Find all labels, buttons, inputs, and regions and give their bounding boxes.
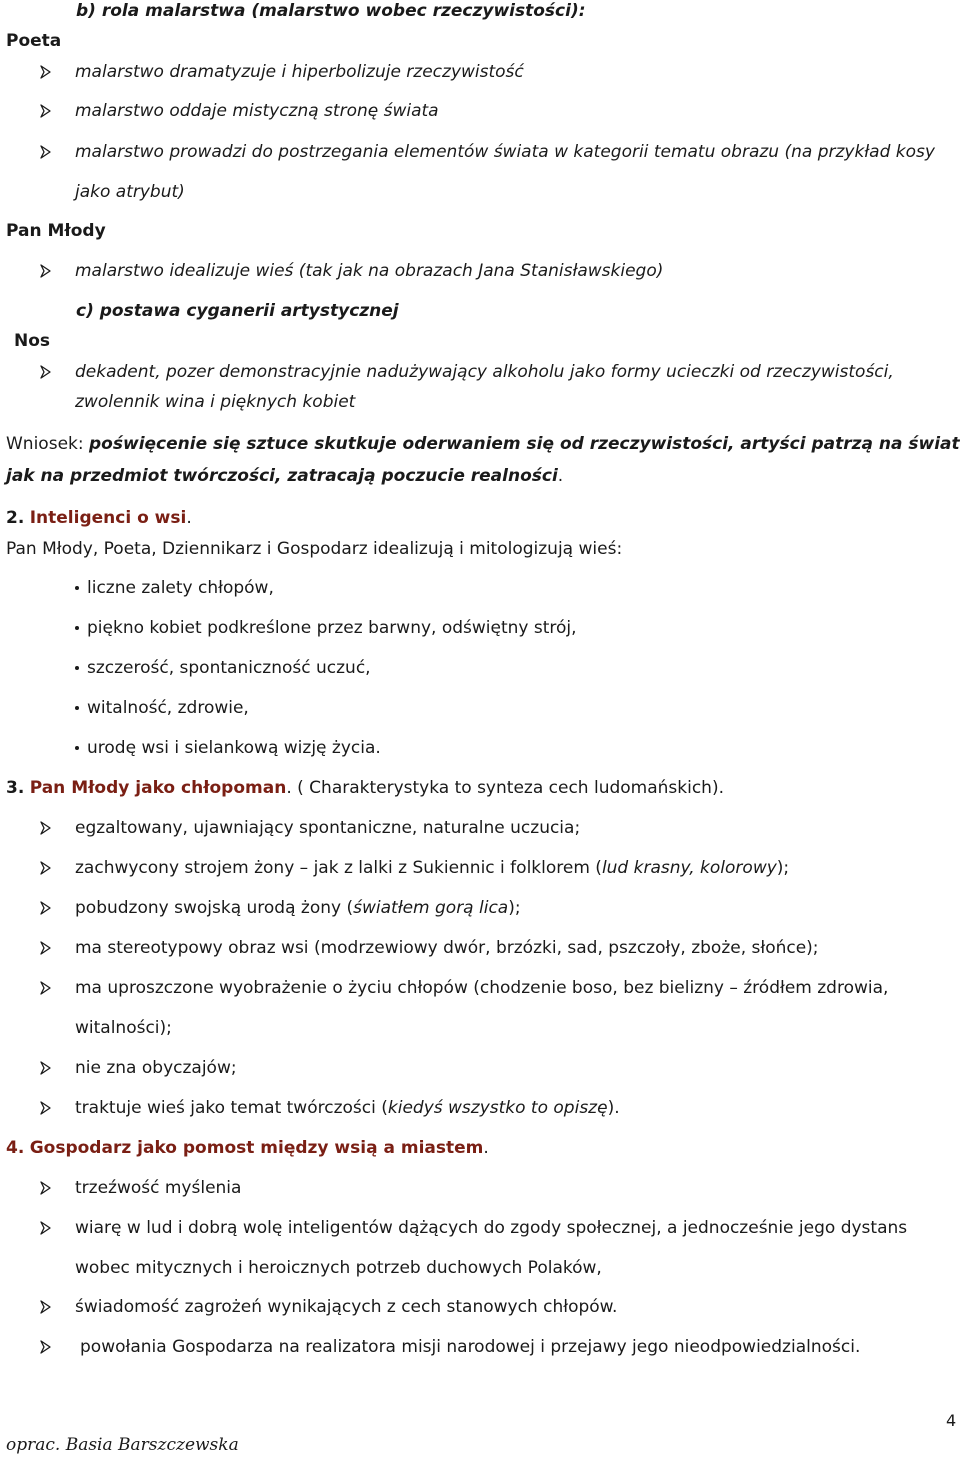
list-item: dekadent, pozer demonstracyjnie nadużywający alkoholu jako formy ucieczki od rzeczywistości,: [75, 362, 894, 382]
list-item: malarstwo dramatyzuje i hiperbolizuje rzeczywistość: [75, 62, 524, 82]
page-number: 4: [946, 1411, 957, 1430]
item-text: );: [508, 898, 521, 918]
list-item-continuation: zwolennik wina i pięknych kobiet: [75, 392, 356, 412]
arrow-bullet-icon: [40, 981, 52, 995]
arrow-bullet-icon: [40, 1300, 52, 1314]
section-period: .: [186, 508, 192, 528]
bullet-dot-icon: [75, 626, 79, 630]
conclusion-period: .: [557, 466, 564, 486]
item-text: ).: [607, 1098, 620, 1118]
item-text: );: [776, 858, 790, 878]
section-title: Pan Młody jako chłopoman: [29, 778, 287, 798]
list-item: szczerość, spontaniczność uczuć,: [87, 658, 371, 678]
section-b-heading: b) rola malarstwa (malarstwo wobec rzeczywistości):: [76, 1, 586, 21]
conclusion-text: poświęcenie się sztuce skutkuje oderwaniem się od rzeczywistości, artyści patrzą na świat: [89, 434, 960, 454]
section-period: .: [483, 1138, 489, 1158]
conclusion-text: jak na przedmiot twórczości, zatracają poczucie realności: [6, 466, 558, 486]
speaker-poeta: Poeta: [6, 31, 62, 51]
list-item: urodę wsi i sielankową wizję życia.: [87, 738, 381, 758]
list-item: [75, 897, 521, 919]
conclusion-line-1: [6, 433, 960, 455]
footer-author: oprac. Basia Barszczewska: [6, 1435, 239, 1455]
list-item: świadomość zagrożeń wynikających z cech stanowych chłopów.: [75, 1297, 618, 1317]
list-item: witalność, zdrowie,: [87, 698, 249, 718]
list-item: powołania Gospodarza na realizatora misji narodowej i przejawy jego nieodpowiedzialności.: [80, 1337, 861, 1357]
list-item: [75, 857, 789, 879]
list-item: malarstwo oddaje mistyczną stronę świata: [75, 101, 439, 121]
item-text: egzaltowany, ujawniający spontaniczne, naturalne uczucia;: [75, 818, 581, 838]
arrow-bullet-icon: [40, 104, 52, 118]
section-title: Inteligenci o wsi: [29, 508, 187, 528]
conclusion-label: Wniosek:: [6, 434, 84, 454]
list-item: wiarę w lud i dobrą wolę inteligentów dążących do zgody społecznej, a jednocześnie jego dystans: [75, 1218, 908, 1238]
quote-text: lud krasny, kolorowy: [601, 858, 777, 878]
speaker-pan-mlody: Pan Młody: [6, 221, 106, 241]
arrow-bullet-icon: [40, 861, 52, 875]
arrow-bullet-icon: [40, 901, 52, 915]
list-item-continuation: jako atrybut): [75, 182, 185, 202]
list-item: trzeźwość myślenia: [75, 1178, 242, 1198]
list-item-continuation: wobec mitycznych i heroicznych potrzeb duchowych Polaków,: [75, 1258, 602, 1278]
section-title: Gospodarz jako pomost między wsią a miastem: [29, 1138, 484, 1158]
list-item-continuation: [75, 1017, 172, 1039]
list-item: [75, 817, 580, 839]
item-text: nie zna obyczajów;: [75, 1058, 237, 1078]
bullet-dot-icon: [75, 706, 79, 710]
arrow-bullet-icon: [40, 65, 52, 79]
section-number: 3.: [6, 778, 25, 798]
section-2-heading: [6, 507, 192, 529]
arrow-bullet-icon: [40, 264, 52, 278]
item-text: ma stereotypowy obraz wsi (modrzewiowy dwór, brzózki, sad, pszczoły, zboże, słońce);: [75, 938, 819, 958]
arrow-bullet-icon: [40, 821, 52, 835]
speaker-nos: Nos: [14, 331, 51, 351]
item-text: witalności);: [75, 1018, 172, 1038]
list-item: [75, 1057, 237, 1079]
item-text: pobudzony swojską urodą żony (: [75, 898, 354, 918]
item-text: zachwycony strojem żony – jak z lalki z Sukiennic i folklorem (: [75, 858, 602, 878]
section-4-heading: [6, 1137, 489, 1159]
bullet-dot-icon: [75, 746, 79, 750]
bullet-dot-icon: [75, 666, 79, 670]
list-item: malarstwo prowadzi do postrzegania elementów świata w kategorii tematu obrazu (na przykład kosy: [75, 142, 935, 162]
section-number: 4.: [6, 1138, 25, 1158]
list-item: [75, 937, 819, 959]
section-2-intro: Pan Młody, Poeta, Dziennikarz i Gospodarz idealizują i mitologizują wieś:: [6, 539, 623, 559]
arrow-bullet-icon: [40, 1101, 52, 1115]
list-item: liczne zalety chłopów,: [87, 578, 274, 598]
section-subtitle: . ( Charakterystyka to synteza cech ludomańskich).: [286, 778, 724, 798]
quote-text: światłem gorą lica: [353, 898, 509, 918]
arrow-bullet-icon: [40, 1221, 52, 1235]
arrow-bullet-icon: [40, 145, 52, 159]
item-text: ma uproszczone wyobrażenie o życiu chłopów (chodzenie boso, bez bielizny – źródłem zdrowia,: [75, 978, 889, 998]
quote-text: kiedyś wszystko to opiszę: [387, 1098, 608, 1118]
arrow-bullet-icon: [40, 365, 52, 379]
section-3-heading: [6, 777, 724, 799]
arrow-bullet-icon: [40, 1340, 52, 1354]
bullet-dot-icon: [75, 586, 79, 590]
list-item: piękno kobiet podkreślone przez barwny, odświętny strój,: [87, 618, 577, 638]
arrow-bullet-icon: [40, 1061, 52, 1075]
arrow-bullet-icon: [40, 1181, 52, 1195]
section-number: 2.: [6, 508, 25, 528]
section-c-heading: c) postawa cyganerii artystycznej: [76, 301, 399, 321]
list-item: malarstwo idealizuje wieś (tak jak na obrazach Jana Stanisławskiego): [75, 261, 664, 281]
item-text: traktuje wieś jako temat twórczości (: [75, 1098, 388, 1118]
arrow-bullet-icon: [40, 941, 52, 955]
list-item: [75, 977, 888, 999]
conclusion-line-2: [6, 465, 563, 487]
list-item: [75, 1097, 620, 1119]
